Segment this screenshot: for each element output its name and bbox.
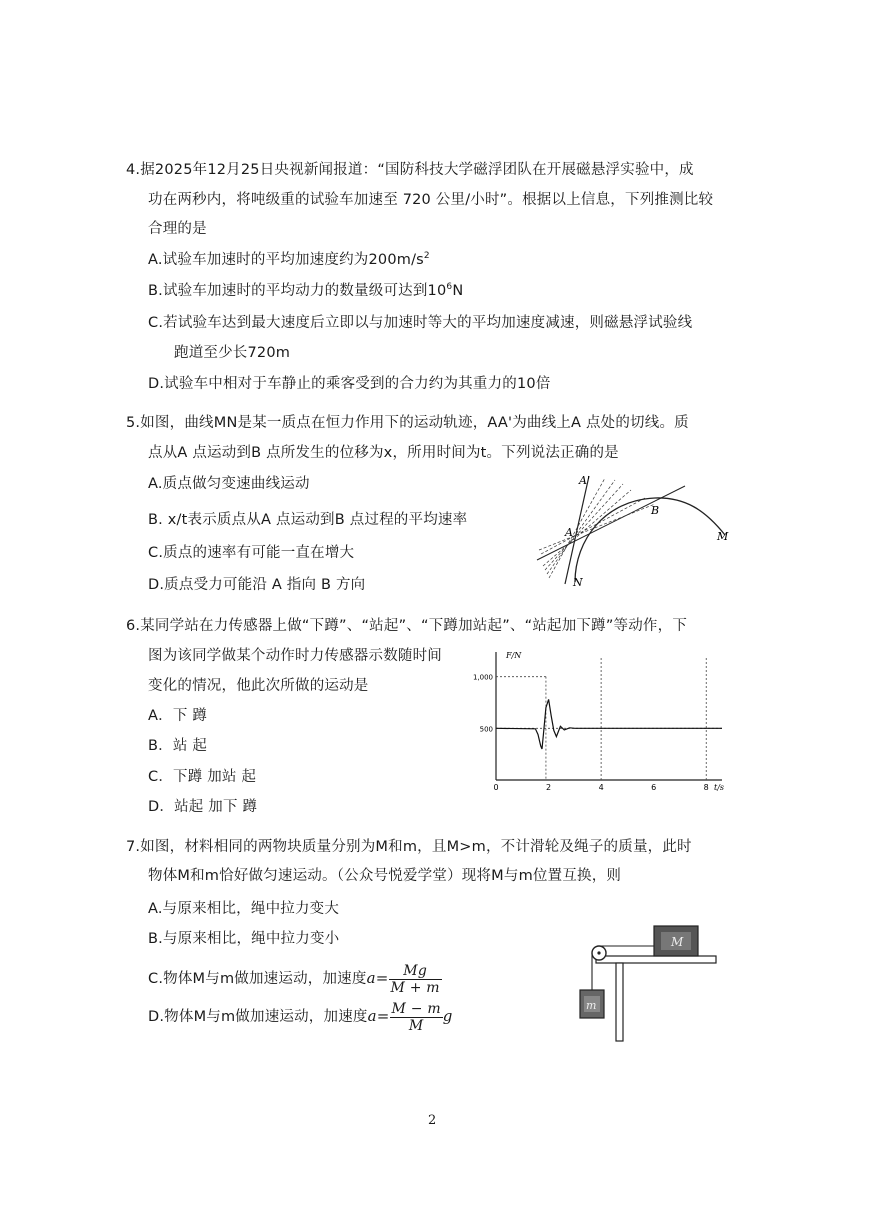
q5-trajectory-figure [535, 470, 745, 590]
q4-option-d: D.试验车中相对于车静止的乘客受到的合力约为其重力的10倍 [148, 376, 551, 392]
y-tick-label: 500 [479, 725, 493, 734]
q7-option-d-text: D.物体M与m做加速运动，加速度 [148, 1009, 368, 1025]
force-series-line [496, 699, 722, 749]
q7-option-c-text: C.物体M与m做加速运动，加速度 [148, 971, 367, 987]
x-axis-label: t/s [714, 783, 725, 792]
q4-option-a [148, 250, 430, 270]
q7-option-d-fraction [390, 1001, 443, 1034]
q7-option-c-fraction [389, 963, 442, 996]
q7-option-d-g: g [442, 1007, 453, 1025]
table-top [596, 956, 716, 963]
q4-stem-line3: 合理的是 [148, 221, 207, 237]
q4-stem-line2: 功在两秒内，将吨级重的试验车加速至 720 公里/小时”。根据以上信息，下列推测比较 [148, 192, 714, 208]
x-tick-label: 8 [703, 783, 709, 792]
q7-stem-line1: 7.如图，材料相同的两物块质量分别为M和m，且M>m，不计滑轮及绳子的质量，此时 [126, 839, 692, 855]
q7-option-c-var: a [366, 969, 376, 987]
q5-option-a: A.质点做匀变速曲线运动 [148, 476, 310, 492]
page-number: 2 [428, 1113, 437, 1128]
q4-option-c-line2: 跑道至少长720m [174, 345, 291, 361]
q5-option-b: B. x/t表示质点从A 点运动到B 点过程的平均速率 [148, 512, 468, 528]
q6-force-time-chart [470, 648, 730, 798]
x-tick-label: 0 [493, 783, 499, 792]
label-b: B [651, 504, 660, 517]
q7-option-c-denominator: M + m [390, 979, 440, 996]
label-a-prime: A' [579, 474, 590, 487]
chord-ab [537, 486, 685, 560]
q5-option-d: D.质点受力可能沿 A 指向 B 方向 [148, 577, 366, 593]
q4-stem-line1: 4.据2025年12月25日央视新闻报道：“国防科技大学磁浮团队在开展磁悬浮实验中，成 [126, 162, 694, 178]
q7-option-b: B.与原来相比，绳中拉力变小 [148, 931, 340, 947]
q7-stem-line2: 物体M和m恰好做匀速运动。（公众号悦爱学堂）现将M与m位置互换，则 [148, 868, 622, 884]
q4-option-b [148, 281, 463, 301]
trajectory-curve [575, 498, 725, 582]
q6-option-a: A．下 蹲 [148, 708, 208, 724]
label-small-m: m [586, 999, 597, 1012]
q4-option-b-sup: 6 [446, 282, 453, 292]
q4-option-a-text: A.试验车加速时的平均加速度约为200m/s [148, 252, 424, 268]
q7-option-d: D.物体M与m做加速运动，加速度a= $\frac{M - m}{M}$ g [148, 1000, 453, 1034]
q7-pulley-figure [572, 920, 722, 1045]
q6-stem-line1: 6.某同学站在力传感器上做“下蹲”、“站起”、“下蹲加站起”、“站起加下蹲”等动作，下 [126, 618, 688, 634]
q7-option-c: C.物体M与m做加速运动，加速度a= $\frac{Mg}{M + m}$ [148, 962, 440, 996]
y-axis-label: F/N [506, 651, 522, 660]
q5-option-c: C.质点的速率有可能一直在增大 [148, 545, 355, 561]
q6-option-b: B．站 起 [148, 738, 208, 754]
q4-option-c-line1: C.若试验车达到最大速度后立即以与加速时等大的平均加速度减速，则磁悬浮试验线 [148, 315, 693, 331]
q6-stem-line3: 变化的情况，他此次所做的运动是 [148, 678, 369, 694]
q7-option-d-numerator: M − m [391, 1000, 441, 1017]
label-m: M [717, 530, 729, 543]
q4-option-b-unit: N [452, 283, 464, 299]
q6-option-d: D．站起 加下 蹲 [148, 799, 258, 815]
q7-option-c-numerator: Mg [389, 963, 442, 980]
q4-option-a-sup: 2 [423, 251, 430, 261]
x-tick-label: 6 [651, 783, 657, 792]
q7-option-a: A.与原来相比，绳中拉力变大 [148, 901, 340, 917]
y-tick-label: 1,000 [472, 673, 493, 682]
label-n: N [573, 576, 583, 589]
x-tick-label: 4 [598, 783, 604, 792]
q7-option-d-var: a [367, 1007, 377, 1025]
table-leg [616, 963, 623, 1041]
x-tick-label: 2 [546, 783, 552, 792]
q7-option-d-denominator: M [408, 1017, 424, 1034]
label-a: A [565, 526, 573, 539]
label-big-m: M [671, 935, 684, 949]
q5-stem-line2: 点从A 点运动到B 点所发生的位移为x，所用时间为t。下列说法正确的是 [148, 445, 619, 461]
q5-stem-line1: 5.如图，曲线MN是某一质点在恒力作用下的运动轨迹，AA'为曲线上A 点处的切线。质 [126, 415, 689, 431]
q6-option-c: C．下蹲 加站 起 [148, 769, 257, 785]
q4-option-b-text: B.试验车加速时的平均动力的数量级可达到10 [148, 283, 447, 299]
q6-stem-line2: 图为该同学做某个动作时力传感器示数随时间 [148, 648, 442, 664]
